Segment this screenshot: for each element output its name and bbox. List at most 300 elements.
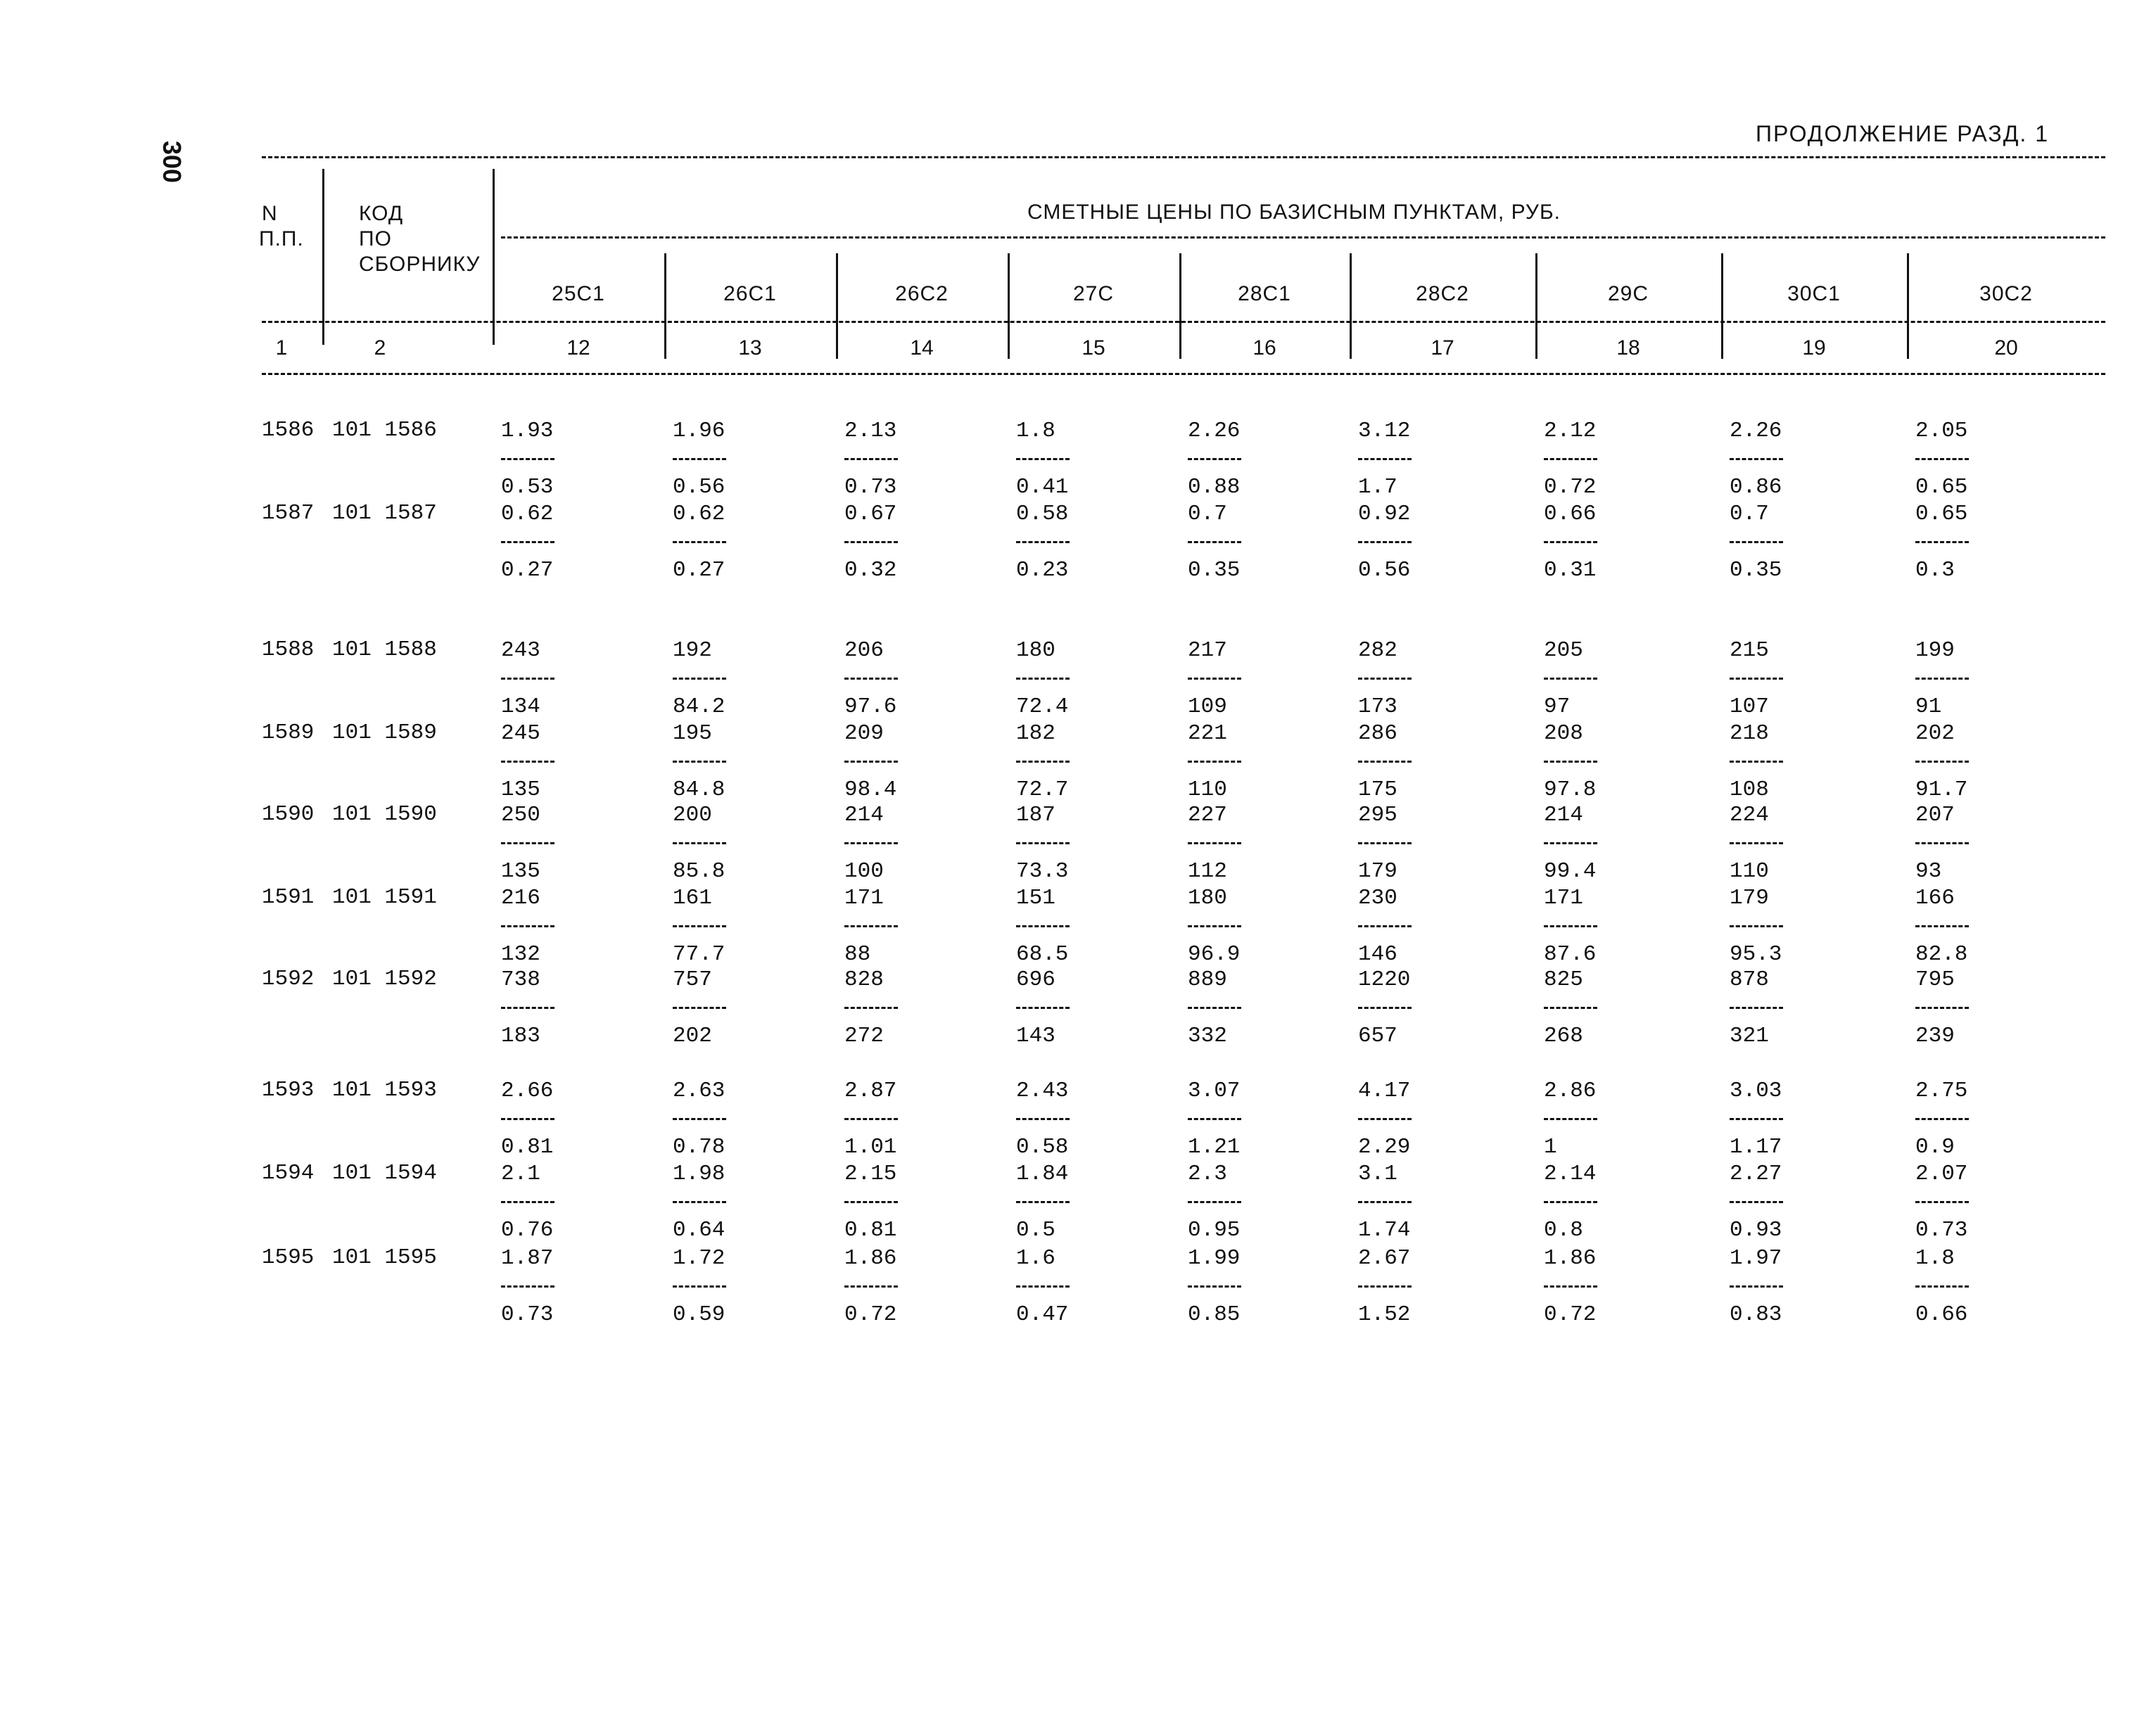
price-cell xyxy=(673,1245,785,1328)
price-cell xyxy=(844,637,957,720)
price-component: 135 xyxy=(501,777,540,802)
price-component: 1.21 xyxy=(1188,1135,1241,1160)
price-component: 0.76 xyxy=(501,1218,554,1243)
row-number: 1587 xyxy=(262,501,315,526)
fraction-separator xyxy=(1188,925,1241,927)
price-cell xyxy=(1358,418,1471,501)
price-total: 795 xyxy=(1915,967,1955,992)
price-total: 221 xyxy=(1188,721,1227,746)
price-cell xyxy=(501,637,614,720)
price-total: 218 xyxy=(1730,721,1769,746)
fraction-separator xyxy=(501,1007,554,1009)
price-component: 99.4 xyxy=(1544,859,1597,884)
fraction-separator xyxy=(844,1285,898,1288)
fraction-separator xyxy=(1915,1118,1969,1120)
price-cell xyxy=(1358,720,1471,803)
price-cell xyxy=(501,1161,614,1244)
fraction-separator xyxy=(673,1201,726,1203)
point-divider-1 xyxy=(664,253,666,359)
price-cell xyxy=(1016,637,1129,720)
fraction-separator xyxy=(1358,761,1412,763)
price-component: 1.17 xyxy=(1730,1135,1782,1160)
price-cell xyxy=(1544,1245,1656,1328)
price-cell xyxy=(1730,720,1842,803)
price-component: 146 xyxy=(1358,942,1397,967)
price-total: 889 xyxy=(1188,967,1227,992)
fraction-separator xyxy=(1730,842,1783,844)
column-number-14: 14 xyxy=(910,336,934,360)
price-component: 0.64 xyxy=(673,1218,725,1243)
column-number-16: 16 xyxy=(1253,336,1276,360)
price-total: 151 xyxy=(1016,886,1055,910)
price-total: 0.65 xyxy=(1915,502,1968,526)
price-total: 738 xyxy=(501,967,540,992)
price-component: 68.5 xyxy=(1016,942,1069,967)
price-component: 0.73 xyxy=(844,475,897,500)
price-cell xyxy=(501,802,614,885)
continuation-label: ПРОДОЛЖЕНИЕ РАЗД. 1 xyxy=(1755,121,2049,146)
point-header-7: 29С xyxy=(1607,282,1649,305)
fraction-separator xyxy=(501,678,554,680)
price-total: 3.1 xyxy=(1358,1162,1397,1186)
price-cell xyxy=(1016,720,1129,803)
price-total: 0.62 xyxy=(673,502,725,526)
price-cell xyxy=(1188,967,1300,1050)
price-component: 0.9 xyxy=(1915,1135,1955,1160)
price-cell xyxy=(1188,802,1300,885)
price-component: 0.78 xyxy=(673,1135,725,1160)
price-cell xyxy=(1016,418,1129,501)
price-cell xyxy=(1730,418,1842,501)
price-total: 195 xyxy=(673,721,712,746)
price-cell xyxy=(1016,967,1129,1050)
row-code: 101 1587 xyxy=(332,501,437,526)
fraction-separator xyxy=(673,1118,726,1120)
price-total: 182 xyxy=(1016,721,1055,746)
price-cell xyxy=(1188,1078,1300,1161)
fraction-separator xyxy=(501,458,554,460)
price-cell xyxy=(844,1161,957,1244)
price-component: 657 xyxy=(1358,1024,1397,1048)
price-total: 3.12 xyxy=(1358,419,1411,443)
point-header-3: 26С2 xyxy=(895,282,949,305)
row-code: 101 1590 xyxy=(332,802,437,827)
column-number-13: 13 xyxy=(738,336,762,360)
fraction-separator xyxy=(1358,925,1412,927)
price-cell xyxy=(1016,885,1129,968)
price-cell xyxy=(844,1078,957,1161)
price-cell xyxy=(501,501,614,584)
price-cell xyxy=(501,967,614,1050)
price-total: 828 xyxy=(844,967,884,992)
fraction-separator xyxy=(1730,1118,1783,1120)
price-component: 239 xyxy=(1915,1024,1955,1048)
price-cell xyxy=(501,1078,614,1161)
price-cell xyxy=(1358,1078,1471,1161)
point-divider-5 xyxy=(1350,253,1352,359)
fraction-separator xyxy=(1544,678,1597,680)
price-total: 1.93 xyxy=(501,419,554,443)
fraction-separator xyxy=(1188,842,1241,844)
price-component: 0.65 xyxy=(1915,475,1968,500)
fraction-separator xyxy=(1188,1285,1241,1288)
fraction-separator xyxy=(844,541,898,543)
price-cell xyxy=(1016,501,1129,584)
fraction-separator xyxy=(1915,678,1969,680)
price-total: 0.58 xyxy=(1016,502,1069,526)
fraction-separator xyxy=(844,1007,898,1009)
price-cell xyxy=(1915,967,2028,1050)
fraction-separator xyxy=(1915,842,1969,844)
price-component: 107 xyxy=(1730,694,1769,719)
price-total: 1.6 xyxy=(1016,1246,1055,1271)
fraction-separator xyxy=(1730,1007,1783,1009)
price-component: 85.8 xyxy=(673,859,725,884)
price-cell xyxy=(501,1245,614,1328)
fraction-separator xyxy=(1544,1118,1597,1120)
price-total: 1220 xyxy=(1358,967,1411,992)
fraction-separator xyxy=(1730,541,1783,543)
price-cell xyxy=(1016,802,1129,885)
fraction-separator xyxy=(1730,761,1783,763)
price-component: 82.8 xyxy=(1915,942,1968,967)
fraction-separator xyxy=(1016,678,1070,680)
price-component: 0.31 xyxy=(1544,558,1597,583)
price-total: 696 xyxy=(1016,967,1055,992)
price-cell xyxy=(1016,1245,1129,1328)
fraction-separator xyxy=(1915,761,1969,763)
price-component: 0.66 xyxy=(1915,1302,1968,1327)
point-header-2: 26С1 xyxy=(723,282,777,305)
price-component: 97.6 xyxy=(844,694,897,719)
price-total: 243 xyxy=(501,638,540,663)
price-component: 0.95 xyxy=(1188,1218,1241,1243)
fraction-separator xyxy=(1358,458,1412,460)
price-component: 0.32 xyxy=(844,558,897,583)
price-component: 321 xyxy=(1730,1024,1769,1048)
price-component: 77.7 xyxy=(673,942,725,967)
fraction-separator xyxy=(1358,1007,1412,1009)
price-total: 208 xyxy=(1544,721,1583,746)
price-total: 2.05 xyxy=(1915,419,1968,443)
fraction-separator xyxy=(1915,541,1969,543)
point-header-8: 30С1 xyxy=(1787,282,1841,305)
header-code-3: СБОРНИКУ xyxy=(359,253,481,276)
price-total: 1.99 xyxy=(1188,1246,1241,1271)
fraction-separator xyxy=(844,458,898,460)
row-number: 1589 xyxy=(262,720,315,745)
price-total: 2.3 xyxy=(1188,1162,1227,1186)
price-total: 192 xyxy=(673,638,712,663)
price-cell xyxy=(844,501,957,584)
price-component: 173 xyxy=(1358,694,1397,719)
price-component: 132 xyxy=(501,942,540,967)
fraction-separator xyxy=(673,678,726,680)
price-component: 1.01 xyxy=(844,1135,897,1160)
fraction-separator xyxy=(1730,925,1783,927)
price-total: 2.67 xyxy=(1358,1246,1411,1271)
fraction-separator xyxy=(1730,1201,1783,1203)
price-cell xyxy=(673,720,785,803)
price-cell xyxy=(1730,501,1842,584)
fraction-separator xyxy=(501,1285,554,1288)
price-component: 0.23 xyxy=(1016,558,1069,583)
price-total: 187 xyxy=(1016,803,1055,827)
price-cell xyxy=(673,802,785,885)
price-total: 1.8 xyxy=(1915,1246,1955,1271)
header-divider-1 xyxy=(322,169,324,345)
header-code-1: КОД xyxy=(359,202,404,225)
price-component: 84.8 xyxy=(673,777,725,802)
price-cell xyxy=(1358,1245,1471,1328)
price-cell xyxy=(1730,1078,1842,1161)
price-cell xyxy=(1188,885,1300,968)
price-total: 282 xyxy=(1358,638,1397,663)
price-total: 825 xyxy=(1544,967,1583,992)
price-cell xyxy=(1188,637,1300,720)
price-cell xyxy=(844,418,957,501)
price-cell xyxy=(1915,720,2028,803)
row-number: 1591 xyxy=(262,885,315,910)
price-total: 4.17 xyxy=(1358,1079,1411,1103)
price-cell xyxy=(1544,418,1656,501)
price-cell xyxy=(1915,1161,2028,1244)
row-code: 101 1591 xyxy=(332,885,437,910)
price-cell xyxy=(1730,967,1842,1050)
price-cell xyxy=(1544,720,1656,803)
price-cell xyxy=(673,637,785,720)
price-component: 1.52 xyxy=(1358,1302,1411,1327)
price-component: 0.35 xyxy=(1188,558,1241,583)
price-component: 332 xyxy=(1188,1024,1227,1048)
price-component: 98.4 xyxy=(844,777,897,802)
price-component: 134 xyxy=(501,694,540,719)
price-cell xyxy=(673,501,785,584)
fraction-separator xyxy=(1358,678,1412,680)
price-total: 0.62 xyxy=(501,502,554,526)
price-cell xyxy=(844,1245,957,1328)
column-number-15: 15 xyxy=(1082,336,1105,360)
price-total: 227 xyxy=(1188,803,1227,827)
price-total: 250 xyxy=(501,803,540,827)
fraction-separator xyxy=(844,925,898,927)
price-component: 135 xyxy=(501,859,540,884)
price-total: 215 xyxy=(1730,638,1769,663)
fraction-separator xyxy=(1544,925,1597,927)
price-total: 2.14 xyxy=(1544,1162,1597,1186)
price-total: 224 xyxy=(1730,803,1769,827)
price-total: 166 xyxy=(1915,886,1955,910)
price-cell xyxy=(844,967,957,1050)
price-total: 179 xyxy=(1730,886,1769,910)
price-cell xyxy=(1730,1161,1842,1244)
fraction-separator xyxy=(673,761,726,763)
price-total: 2.1 xyxy=(501,1162,540,1186)
price-total: 2.15 xyxy=(844,1162,897,1186)
price-component: 112 xyxy=(1188,859,1227,884)
price-total: 2.66 xyxy=(501,1079,554,1103)
price-total: 2.12 xyxy=(1544,419,1597,443)
price-total: 1.86 xyxy=(844,1246,897,1271)
fraction-separator xyxy=(1730,1285,1783,1288)
price-component: 143 xyxy=(1016,1024,1055,1048)
price-total: 1.96 xyxy=(673,419,725,443)
price-total: 2.26 xyxy=(1188,419,1241,443)
fraction-separator xyxy=(1915,1285,1969,1288)
fraction-separator xyxy=(1544,1285,1597,1288)
price-component: 88 xyxy=(844,942,871,967)
fraction-separator xyxy=(1188,678,1241,680)
fraction-separator xyxy=(1730,678,1783,680)
price-cell xyxy=(501,720,614,803)
price-total: 2.43 xyxy=(1016,1079,1069,1103)
price-total: 245 xyxy=(501,721,540,746)
price-cell xyxy=(844,720,957,803)
price-cell xyxy=(1544,802,1656,885)
price-total: 214 xyxy=(844,803,884,827)
fraction-separator xyxy=(1730,458,1783,460)
price-total: 171 xyxy=(844,886,884,910)
price-component: 0.47 xyxy=(1016,1302,1069,1327)
price-cell xyxy=(1016,1078,1129,1161)
price-component: 0.93 xyxy=(1730,1218,1782,1243)
price-cell xyxy=(501,885,614,968)
price-component: 0.41 xyxy=(1016,475,1069,500)
row-code: 101 1586 xyxy=(332,418,437,443)
fraction-separator xyxy=(501,1201,554,1203)
price-total: 199 xyxy=(1915,638,1955,663)
fraction-separator xyxy=(1544,1201,1597,1203)
price-total: 161 xyxy=(673,886,712,910)
price-total: 1.8 xyxy=(1016,419,1055,443)
prices-title: СМЕТНЫЕ ЦЕНЫ ПО БАЗИСНЫМ ПУНКТАМ, РУБ. xyxy=(1027,201,1561,224)
price-total: 1.86 xyxy=(1544,1246,1597,1271)
price-component: 0.72 xyxy=(1544,475,1597,500)
price-cell xyxy=(1915,418,2028,501)
price-component: 0.56 xyxy=(673,475,725,500)
row-code: 101 1592 xyxy=(332,967,437,991)
fraction-separator xyxy=(1188,1007,1241,1009)
price-component: 84.2 xyxy=(673,694,725,719)
price-cell xyxy=(1358,967,1471,1050)
price-cell xyxy=(1358,885,1471,968)
price-component: 0.85 xyxy=(1188,1302,1241,1327)
price-component: 0.53 xyxy=(501,475,554,500)
fraction-separator xyxy=(844,761,898,763)
price-total: 3.07 xyxy=(1188,1079,1241,1103)
fraction-separator xyxy=(673,541,726,543)
price-component: 0.83 xyxy=(1730,1302,1782,1327)
price-component: 72.4 xyxy=(1016,694,1069,719)
price-component: 72.7 xyxy=(1016,777,1069,802)
price-component: 183 xyxy=(501,1024,540,1048)
price-component: 202 xyxy=(673,1024,712,1048)
price-component: 109 xyxy=(1188,694,1227,719)
price-component: 0.58 xyxy=(1016,1135,1069,1160)
fraction-separator xyxy=(501,541,554,543)
price-total: 2.07 xyxy=(1915,1162,1968,1186)
row-number: 1595 xyxy=(262,1245,315,1270)
price-total: 230 xyxy=(1358,886,1397,910)
row-number: 1592 xyxy=(262,967,315,991)
price-total: 200 xyxy=(673,803,712,827)
point-divider-6 xyxy=(1535,253,1537,359)
header-divider-2 xyxy=(493,169,495,345)
column-number-17: 17 xyxy=(1431,336,1454,360)
top-rule xyxy=(262,156,2105,158)
fraction-separator xyxy=(1915,1007,1969,1009)
price-component: 0.73 xyxy=(501,1302,554,1327)
fraction-separator xyxy=(844,678,898,680)
price-cell xyxy=(501,418,614,501)
price-cell xyxy=(844,802,957,885)
price-cell xyxy=(1915,501,2028,584)
price-total: 2.87 xyxy=(844,1079,897,1103)
price-component: 1 xyxy=(1544,1135,1557,1160)
fraction-separator xyxy=(1544,842,1597,844)
price-component: 91.7 xyxy=(1915,777,1968,802)
price-cell xyxy=(1358,802,1471,885)
price-component: 0.3 xyxy=(1915,558,1955,583)
point-header-9: 30С2 xyxy=(1979,282,2033,305)
price-total: 757 xyxy=(673,967,712,992)
fraction-separator xyxy=(1016,842,1070,844)
price-component: 91 xyxy=(1915,694,1942,719)
price-component: 97.8 xyxy=(1544,777,1597,802)
point-header-4: 27С xyxy=(1072,282,1115,305)
price-cell xyxy=(673,418,785,501)
price-cell xyxy=(673,1161,785,1244)
fraction-separator xyxy=(1358,1118,1412,1120)
fraction-separator xyxy=(1016,541,1070,543)
price-component: 97 xyxy=(1544,694,1571,719)
price-total: 202 xyxy=(1915,721,1955,746)
price-component: 100 xyxy=(844,859,884,884)
price-cell xyxy=(1730,802,1842,885)
price-total: 1.97 xyxy=(1730,1246,1782,1271)
fraction-separator xyxy=(501,761,554,763)
price-cell xyxy=(1544,1161,1656,1244)
price-total: 1.98 xyxy=(673,1162,725,1186)
price-component: 110 xyxy=(1188,777,1227,802)
row-number: 1593 xyxy=(262,1078,315,1103)
prices-title-rule xyxy=(501,236,2105,239)
price-component: 0.72 xyxy=(1544,1302,1597,1327)
fraction-separator xyxy=(1016,458,1070,460)
column-number-18: 18 xyxy=(1616,336,1640,360)
price-component: 87.6 xyxy=(1544,942,1597,967)
column-number-19: 19 xyxy=(1802,336,1826,360)
price-cell xyxy=(1358,637,1471,720)
price-total: 0.7 xyxy=(1730,502,1769,526)
price-component: 0.35 xyxy=(1730,558,1782,583)
point-divider-2 xyxy=(836,253,838,359)
price-cell xyxy=(1188,501,1300,584)
price-cell xyxy=(673,1078,785,1161)
price-total: 2.27 xyxy=(1730,1162,1782,1186)
price-cell xyxy=(1730,885,1842,968)
price-cell xyxy=(1544,967,1656,1050)
column-number-1: 1 xyxy=(275,336,288,360)
price-total: 0.92 xyxy=(1358,502,1411,526)
price-total: 2.26 xyxy=(1730,419,1782,443)
price-cell xyxy=(1730,1245,1842,1328)
fraction-separator xyxy=(1358,1201,1412,1203)
price-component: 268 xyxy=(1544,1024,1583,1048)
price-component: 110 xyxy=(1730,859,1769,884)
row-code: 101 1595 xyxy=(332,1245,437,1270)
point-header-6: 28С2 xyxy=(1416,282,1469,305)
